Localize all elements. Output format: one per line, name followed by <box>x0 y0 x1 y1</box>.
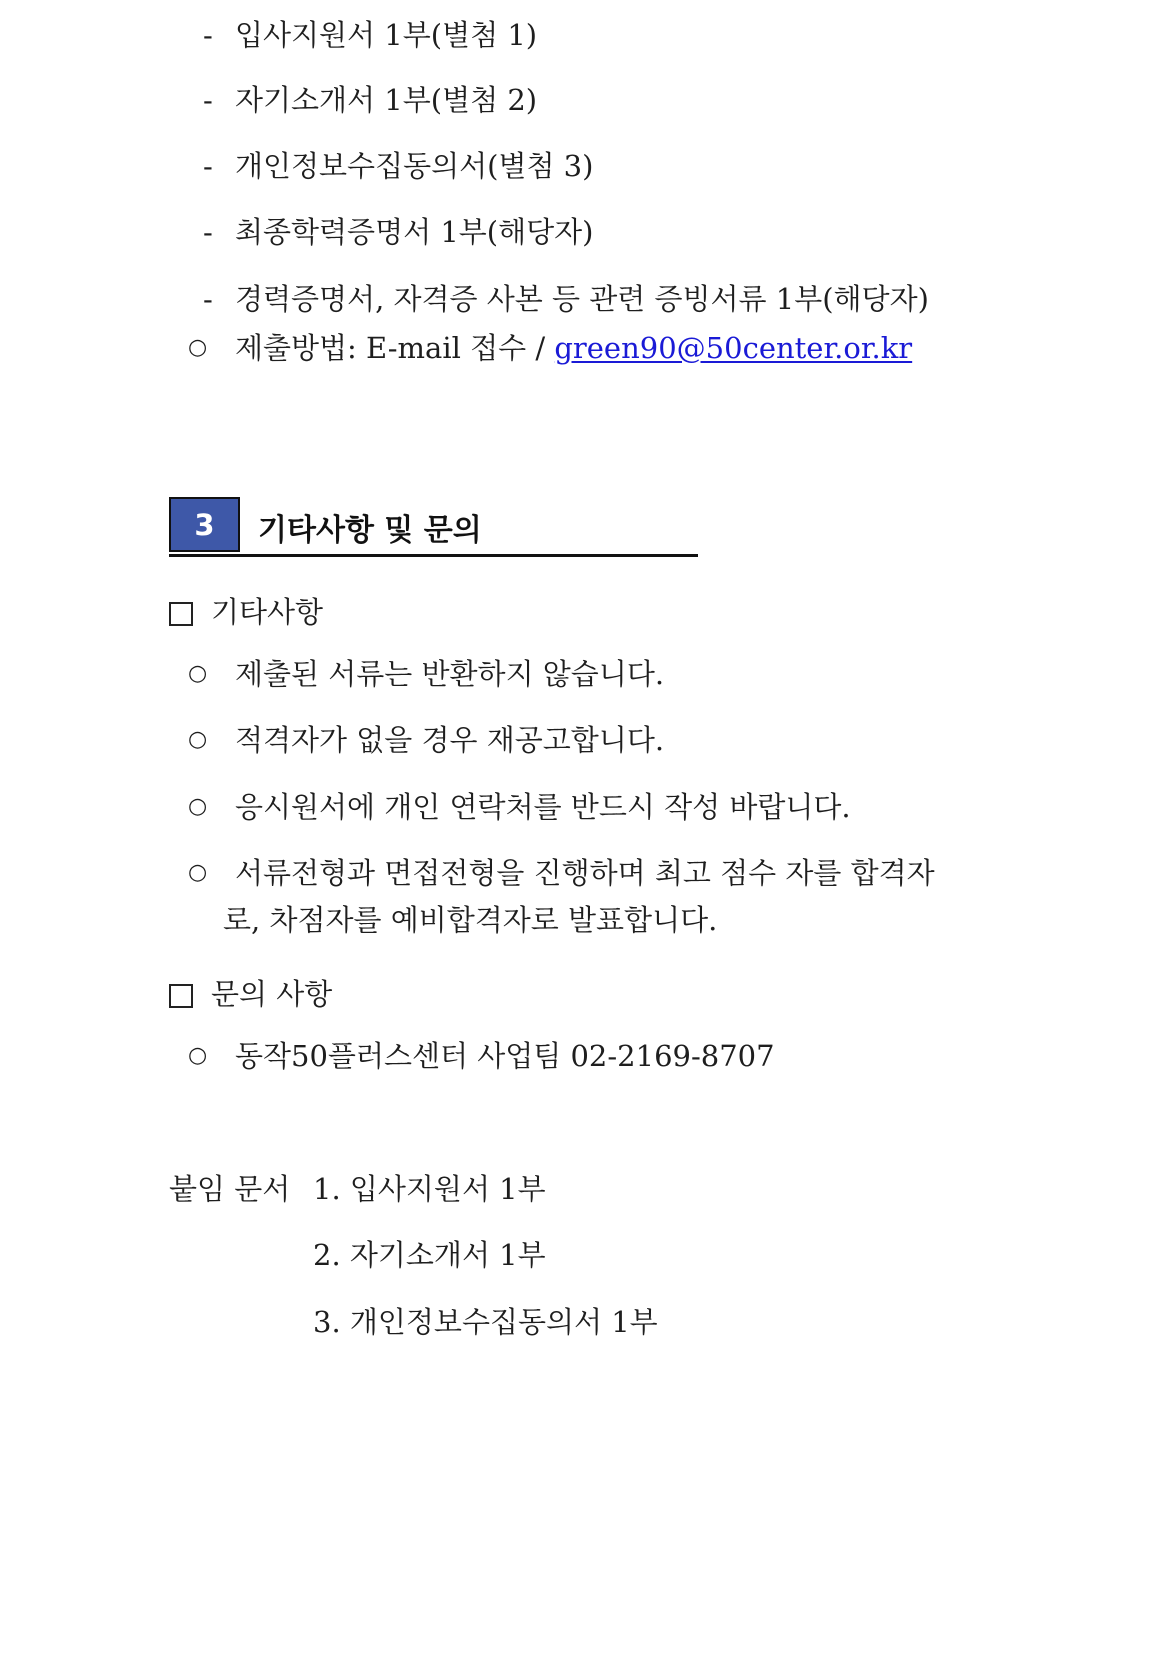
dash-bullet: - <box>203 282 213 316</box>
dash-bullet: - <box>203 149 213 183</box>
section-header <box>169 497 698 557</box>
attachment-item: 1. 입사지원서 1부 <box>313 1172 546 1206</box>
circle-bullet: ○ <box>188 727 208 752</box>
inquiry-heading: 문의 사항 <box>211 977 333 1011</box>
dash-bullet: - <box>203 83 213 117</box>
etc-item-text: 적격자가 없을 경우 재공고합니다. <box>235 723 665 757</box>
circle-bullet: ○ <box>188 661 208 686</box>
submit-method-label: 제출방법: E-mail 접수 / <box>235 331 546 365</box>
square-bullet-icon <box>169 984 193 1008</box>
attachment-item: 2. 자기소개서 1부 <box>313 1238 546 1272</box>
dash-bullet: - <box>203 18 213 52</box>
attachments-label: 붙임 문서 <box>169 1172 291 1206</box>
email-link[interactable]: green90@50center.or.kr <box>554 331 913 365</box>
submit-method <box>235 330 912 366</box>
section-number: 3 <box>169 497 240 552</box>
circle-bullet: ○ <box>188 1043 208 1068</box>
attachment-item: 3. 개인정보수집동의서 1부 <box>313 1305 658 1339</box>
submission-doc-text: 개인정보수집동의서(별첨 3) <box>235 149 594 183</box>
section-title: 기타사항 및 문의 <box>258 513 482 548</box>
submission-doc-text: 최종학력증명서 1부(해당자) <box>235 215 594 249</box>
circle-bullet: ○ <box>188 335 208 360</box>
submission-doc-text: 입사지원서 1부(별첨 1) <box>235 18 538 52</box>
etc-item-text: 응시원서에 개인 연락처를 반드시 작성 바랍니다. <box>235 790 851 824</box>
etc-item-text: 서류전형과 면접전형을 진행하며 최고 점수 자를 합격자 <box>235 856 935 890</box>
circle-bullet: ○ <box>188 794 208 819</box>
etc-heading: 기타사항 <box>211 595 324 629</box>
submission-doc-text: 경력증명서, 자격증 사본 등 관련 증빙서류 1부(해당자) <box>235 282 929 316</box>
submission-doc-text: 자기소개서 1부(별첨 2) <box>235 83 538 117</box>
inquiry-contact: 동작50플러스센터 사업팀 02-2169-8707 <box>235 1039 775 1073</box>
dash-bullet: - <box>203 215 213 249</box>
circle-bullet: ○ <box>188 860 208 885</box>
etc-item-text: 제출된 서류는 반환하지 않습니다. <box>235 657 665 691</box>
etc-item-text: 로, 차점자를 예비합격자로 발표합니다. <box>223 903 718 937</box>
square-bullet-icon <box>169 602 193 626</box>
